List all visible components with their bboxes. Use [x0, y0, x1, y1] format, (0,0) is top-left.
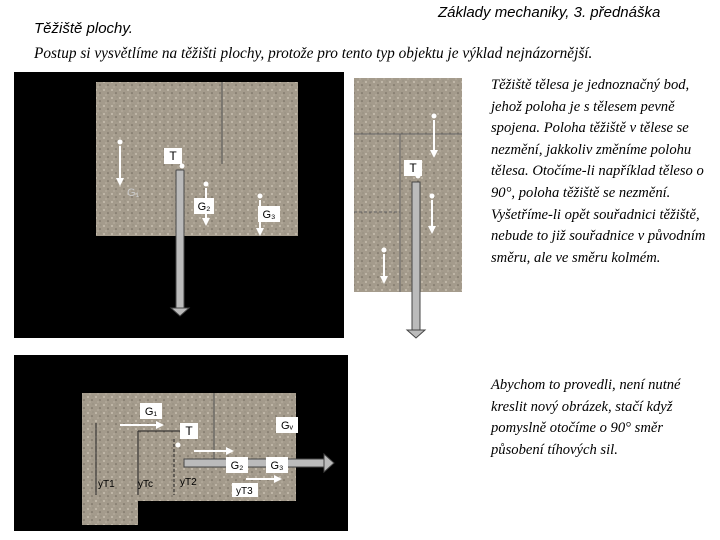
resultant-arrow	[176, 170, 184, 308]
resultant-arrow	[412, 182, 420, 330]
shape-part-1	[96, 82, 222, 164]
lecture-title: Základy mechaniky, 3. přednáška	[438, 4, 661, 21]
yt2-label: yT2	[180, 477, 197, 488]
intro-text: Postup si vysvětlíme na těžišti plochy, protože pro tento typ objektu je výklad nejnázornější.	[34, 45, 593, 62]
g3-label: G₃	[262, 209, 276, 221]
figure-top-left	[14, 72, 344, 338]
explanation-paragraph-1: Těžiště tělesa je jednoznačný bod, jehož poloha je s tělesem pevně spojena. Poloha těžiště v tělese se nezmění, jakkoliv změníme polohu tělesa. Otočíme-li například těleso o 90°, poloha těžiště se nezmění. Vyšetříme-li opět souřadnici těžiště, nebude to již souřadnice v původním směru, ale ve směru kolmém.	[491, 77, 706, 266]
t-point	[416, 174, 421, 179]
g3-label: G₃	[270, 460, 284, 472]
g3-point	[258, 194, 263, 199]
yt3-label: yT3	[236, 486, 253, 497]
g2-point	[204, 182, 209, 187]
figure-top-right	[348, 72, 470, 344]
g1-label: G₁	[144, 406, 158, 418]
shape-part-3	[82, 467, 138, 525]
gv-label: Gᵥ	[280, 420, 294, 432]
explanation-paragraph-2: Abychom to provedli, není nutné kreslit nový obrázek, stačí když pomyslně otočíme o 90° směr působení tíhových sil.	[491, 377, 681, 458]
figure-bottom	[14, 355, 348, 531]
ytc-label: yTc	[138, 479, 153, 490]
t-label: T	[185, 424, 193, 438]
t-label: T	[409, 161, 417, 175]
shape-part-2	[222, 82, 298, 164]
g1-point	[118, 140, 123, 145]
shape-part-3	[96, 164, 148, 236]
section-title: Těžiště plochy.	[34, 20, 133, 37]
g2-label: G₂	[230, 460, 244, 472]
g1-label: G₁	[127, 187, 140, 199]
g2-label: G₂	[197, 201, 211, 213]
t-point	[176, 443, 181, 448]
shape-rotated	[354, 78, 462, 292]
resultant-arrow	[184, 459, 324, 467]
t-label: T	[169, 149, 177, 163]
t-point	[180, 164, 185, 169]
shape-part-4	[148, 164, 298, 236]
yt1-label: yT1	[98, 479, 115, 490]
